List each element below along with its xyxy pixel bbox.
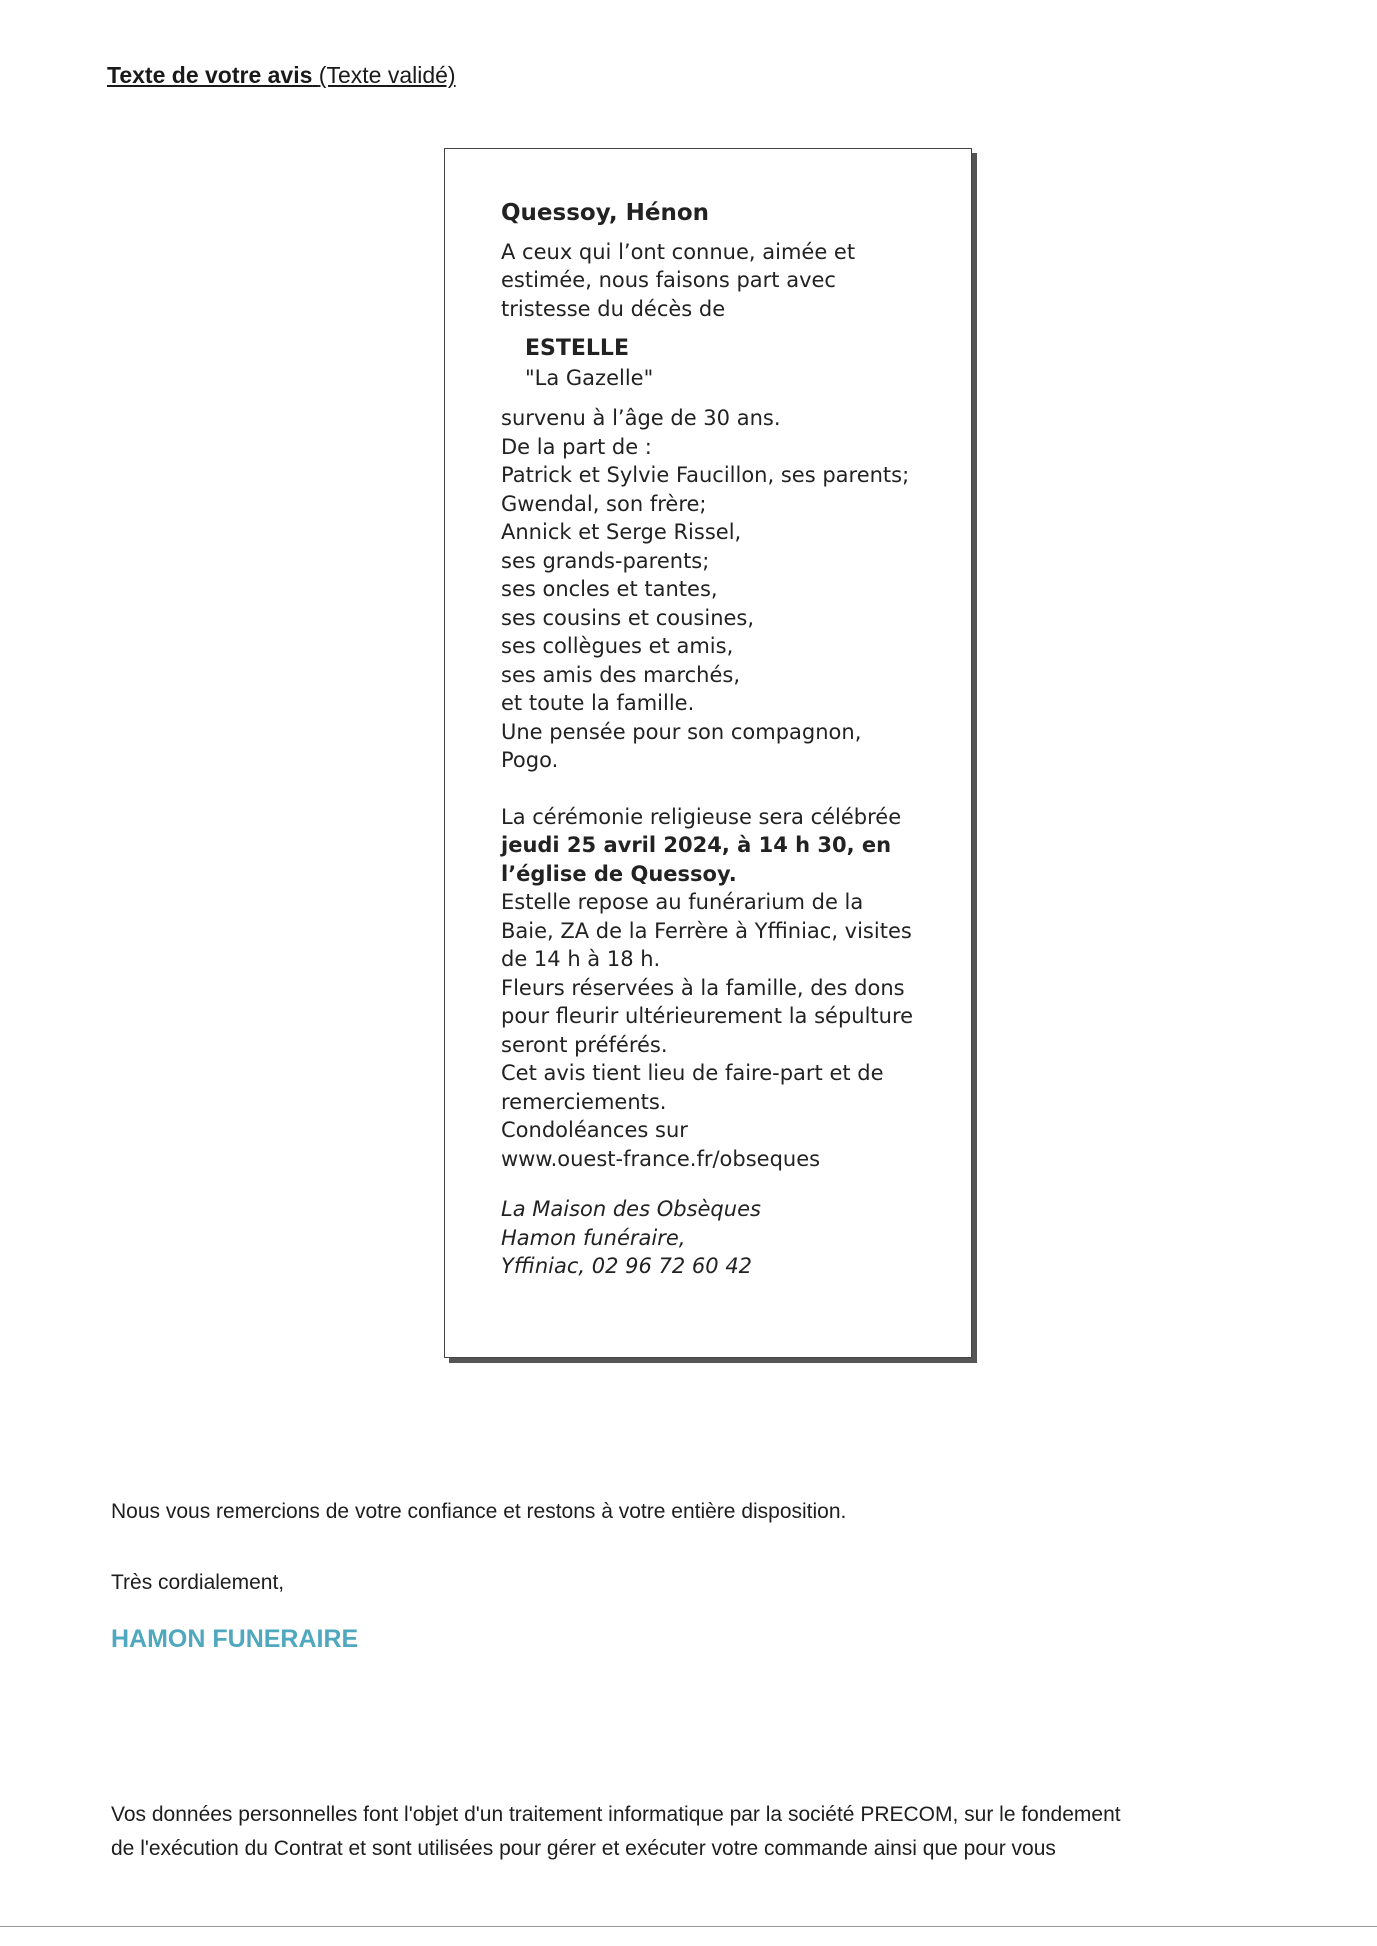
detail-line: pour fleurir ultérieurement la sépulture: [501, 1004, 914, 1028]
family-line: Une pensée pour son compagnon,: [501, 719, 862, 744]
detail-line: remerciements.: [501, 1089, 667, 1114]
notice-box: [444, 148, 972, 1358]
family-line: survenu à l’âge de 30 ans.: [501, 406, 781, 430]
family-line: De la part de :: [501, 434, 652, 459]
detail-line: Condoléances sur: [501, 1118, 688, 1142]
heading-bold: Texte de votre avis: [107, 62, 313, 88]
family-line: Pogo.: [501, 748, 559, 772]
detail-line: Cet avis tient lieu de faire-part et de: [501, 1061, 884, 1085]
ceremony-info: [501, 803, 941, 1174]
detail-line: Estelle repose au funérarium de la: [501, 890, 864, 914]
condolences-url: www.ouest-france.fr/obseques: [501, 1146, 821, 1171]
notice-text: [501, 199, 941, 1281]
family-line: Patrick et Sylvie Faucillon, ses parents;: [501, 463, 910, 487]
family-line: et toute la famille.: [501, 691, 695, 715]
family-line: ses grands-parents;: [501, 548, 710, 573]
company-name: HAMON FUNERAIRE: [111, 1625, 359, 1653]
family-line: ses cousins et cousines,: [501, 605, 755, 630]
detail-line: seront préférés.: [501, 1032, 668, 1057]
deceased-name: ESTELLE: [525, 336, 629, 361]
family-line: ses oncles et tantes,: [501, 577, 718, 601]
privacy-notice: [111, 1798, 1331, 1866]
ceremony-place: l’église de Quessoy.: [501, 861, 737, 886]
heading-status: (Texte validé): [318, 62, 456, 88]
detail-line: Baie, ZA de la Ferrère à Yffiniac, visites: [501, 918, 912, 943]
deceased-nickname: "La Gazelle": [525, 365, 654, 390]
closing-message: Très cordialement,: [111, 1571, 285, 1594]
notice-location: Quessoy, Hénon: [501, 200, 710, 226]
notice-intro: [501, 238, 941, 324]
family-line: ses collègues et amis,: [501, 634, 734, 658]
family-list: [501, 404, 941, 775]
signature-line: La Maison des Obsèques: [501, 1197, 761, 1221]
deceased-name-block: [525, 335, 941, 392]
family-line: ses amis des marchés,: [501, 662, 741, 687]
funeral-home-signature: [501, 1195, 941, 1281]
privacy-line: Vos données personnelles font l'objet d'un traitement informatique par la société PRECOM, sur le fondement: [111, 1803, 1121, 1826]
intro-line: tristesse du décès de: [501, 296, 726, 321]
signature-line: Yffiniac, 02 96 72 60 42: [501, 1254, 753, 1278]
page-divider: [0, 1926, 1377, 1927]
privacy-line: de l'exécution du Contrat et sont utilisées pour gérer et exécuter votre commande ainsi que pour vous: [111, 1837, 1056, 1860]
intro-line: A ceux qui l’ont connue, aimée et: [501, 239, 856, 264]
signature-line: Hamon funéraire,: [501, 1225, 686, 1250]
thanks-message: Nous vous remercions de votre confiance et restons à votre entière disposition.: [111, 1500, 847, 1523]
detail-line: de 14 h à 18 h.: [501, 947, 661, 971]
intro-line: estimée, nous faisons part avec: [501, 268, 836, 292]
section-heading: [107, 62, 456, 89]
family-line: Gwendal, son frère;: [501, 491, 707, 516]
ceremony-date: jeudi 25 avril 2024, à 14 h 30, en: [501, 833, 892, 857]
detail-line: Fleurs réservées à la famille, des dons: [501, 975, 905, 1000]
family-line: Annick et Serge Rissel,: [501, 520, 742, 544]
ceremony-intro: La cérémonie religieuse sera célébrée: [501, 804, 902, 829]
